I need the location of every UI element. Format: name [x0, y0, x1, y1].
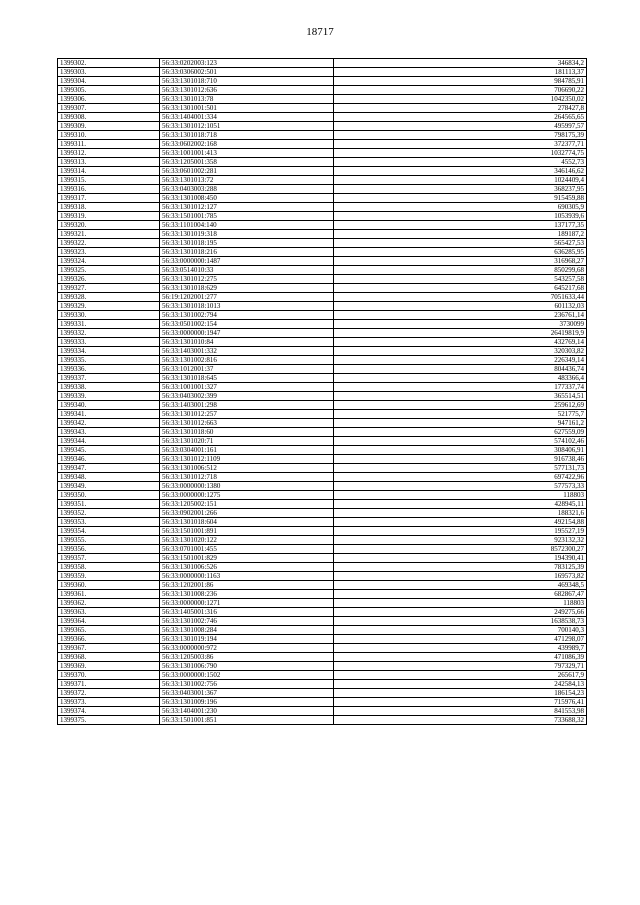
cadastral-number: 56:33:1301002:816 — [160, 356, 334, 365]
cadastral-value: 278427,8 — [334, 104, 587, 113]
row-number: 1399324. — [58, 257, 160, 266]
cadastral-value: 365514,51 — [334, 392, 587, 401]
cadastral-value: 577131,73 — [334, 464, 587, 473]
cadastral-value: 706690,22 — [334, 86, 587, 95]
table-row — [58, 365, 587, 374]
row-number: 1399360. — [58, 581, 160, 590]
row-number: 1399372. — [58, 689, 160, 698]
row-number: 1399332. — [58, 329, 160, 338]
table-row — [58, 149, 587, 158]
row-number: 1399311. — [58, 140, 160, 149]
cadastral-number: 56:33:0000000:1487 — [160, 257, 334, 266]
cadastral-value: 308406,91 — [334, 446, 587, 455]
cadastral-value: 189187,2 — [334, 230, 587, 239]
row-number: 1399336. — [58, 365, 160, 374]
cadastral-number: 56:33:1301006:512 — [160, 464, 334, 473]
table-row — [58, 194, 587, 203]
cadastral-value: 690305,9 — [334, 203, 587, 212]
cadastral-value: 372377,71 — [334, 140, 587, 149]
table-row — [58, 599, 587, 608]
table-row — [58, 635, 587, 644]
table-body — [58, 59, 587, 725]
row-number: 1399368. — [58, 653, 160, 662]
row-number: 1399340. — [58, 401, 160, 410]
cadastral-number: 56:33:1405001:316 — [160, 608, 334, 617]
cadastral-number: 56:33:0000000:972 — [160, 644, 334, 653]
cadastral-value: 368237,95 — [334, 185, 587, 194]
cadastral-value: 521775,7 — [334, 410, 587, 419]
row-number: 1399375. — [58, 716, 160, 725]
cadastral-number: 56:33:0000000:1947 — [160, 329, 334, 338]
table-row — [58, 545, 587, 554]
table-row — [58, 536, 587, 545]
cadastral-value: 1024409,4 — [334, 176, 587, 185]
row-number: 1399347. — [58, 464, 160, 473]
cadastral-value: 118803 — [334, 491, 587, 500]
cadastral-value: 543257,58 — [334, 275, 587, 284]
cadastral-number: 56:33:1301009:196 — [160, 698, 334, 707]
cadastral-number: 56:33:1301012:127 — [160, 203, 334, 212]
cadastral-number: 56:33:1301018:718 — [160, 131, 334, 140]
row-number: 1399320. — [58, 221, 160, 230]
cadastral-value: 636285,95 — [334, 248, 587, 257]
cadastral-number: 56:33:0602002:168 — [160, 140, 334, 149]
cadastral-number: 56:33:1301002:756 — [160, 680, 334, 689]
row-number: 1399302. — [58, 59, 160, 68]
table-row — [58, 140, 587, 149]
cadastral-value: 798175,39 — [334, 131, 587, 140]
cadastral-value: 226349,14 — [334, 356, 587, 365]
table-row — [58, 86, 587, 95]
table-row — [58, 680, 587, 689]
row-number: 1399315. — [58, 176, 160, 185]
cadastral-value: 1638538,73 — [334, 617, 587, 626]
cadastral-number: 56:33:1301002:746 — [160, 617, 334, 626]
row-number: 1399303. — [58, 68, 160, 77]
cadastral-value: 916738,46 — [334, 455, 587, 464]
table-row — [58, 374, 587, 383]
table-row — [58, 221, 587, 230]
cadastral-number: 56:33:1301012:718 — [160, 473, 334, 482]
table-row — [58, 158, 587, 167]
cadastral-number: 56:33:1301018:216 — [160, 248, 334, 257]
table-row — [58, 608, 587, 617]
row-number: 1399335. — [58, 356, 160, 365]
cadastral-value: 923132,32 — [334, 536, 587, 545]
table-row — [58, 338, 587, 347]
table-row — [58, 482, 587, 491]
row-number: 1399355. — [58, 536, 160, 545]
cadastral-number: 56:33:0306002:501 — [160, 68, 334, 77]
table-row — [58, 239, 587, 248]
row-number: 1399331. — [58, 320, 160, 329]
table-row — [58, 572, 587, 581]
cadastral-value: 195527,19 — [334, 527, 587, 536]
row-number: 1399330. — [58, 311, 160, 320]
cadastral-number: 56:33:0403002:399 — [160, 392, 334, 401]
cadastral-value: 469348,5 — [334, 581, 587, 590]
row-number: 1399309. — [58, 122, 160, 131]
row-number: 1399367. — [58, 644, 160, 653]
cadastral-number: 56:33:1001001:413 — [160, 149, 334, 158]
table-row — [58, 464, 587, 473]
cadastral-value: 259612,69 — [334, 401, 587, 410]
row-number: 1399358. — [58, 563, 160, 572]
cadastral-number: 56:33:1205003:86 — [160, 653, 334, 662]
cadastral-number: 56:33:1301019:194 — [160, 635, 334, 644]
row-number: 1399366. — [58, 635, 160, 644]
cadastral-value: 715976,41 — [334, 698, 587, 707]
table-row — [58, 284, 587, 293]
cadastral-number: 56:33:1301008:450 — [160, 194, 334, 203]
cadastral-number: 56:33:1301001:501 — [160, 104, 334, 113]
table-row — [58, 185, 587, 194]
table-row — [58, 104, 587, 113]
cadastral-number: 56:33:1301006:790 — [160, 662, 334, 671]
table-row — [58, 347, 587, 356]
cadastral-number: 56:33:1301010:84 — [160, 338, 334, 347]
table-row — [58, 176, 587, 185]
cadastral-value: 316968,27 — [334, 257, 587, 266]
cadastral-value: 186154,23 — [334, 689, 587, 698]
cadastral-number: 56:33:1205001:358 — [160, 158, 334, 167]
table-row — [58, 203, 587, 212]
table-row — [58, 473, 587, 482]
table-row — [58, 563, 587, 572]
row-number: 1399373. — [58, 698, 160, 707]
row-number: 1399308. — [58, 113, 160, 122]
row-number: 1399348. — [58, 473, 160, 482]
cadastral-number: 56:33:1301018:1013 — [160, 302, 334, 311]
table-row — [58, 500, 587, 509]
cadastral-number: 56:33:0000000:1502 — [160, 671, 334, 680]
row-number: 1399362. — [58, 599, 160, 608]
row-number: 1399356. — [58, 545, 160, 554]
cadastral-value: 249275,66 — [334, 608, 587, 617]
row-number: 1399353. — [58, 518, 160, 527]
table-row — [58, 95, 587, 104]
table-row — [58, 455, 587, 464]
cadastral-value: 137177,35 — [334, 221, 587, 230]
table-row — [58, 644, 587, 653]
row-number: 1399306. — [58, 95, 160, 104]
table-row — [58, 167, 587, 176]
cadastral-number: 56:33:1301002:794 — [160, 311, 334, 320]
page-number: 18717 — [306, 26, 334, 38]
cadastral-value: 471298,07 — [334, 635, 587, 644]
row-number: 1399325. — [58, 266, 160, 275]
cadastral-value: 495997,57 — [334, 122, 587, 131]
cadastral-number: 56:19:1202001:277 — [160, 293, 334, 302]
cadastral-number: 56:33:1301012:636 — [160, 86, 334, 95]
table-row — [58, 419, 587, 428]
cadastral-number: 56:33:1301012:1109 — [160, 455, 334, 464]
row-number: 1399310. — [58, 131, 160, 140]
table-row — [58, 617, 587, 626]
table-row — [58, 716, 587, 725]
cadastral-number: 56:33:1301013:72 — [160, 176, 334, 185]
cadastral-number: 56:33:1301008:236 — [160, 590, 334, 599]
row-number: 1399318. — [58, 203, 160, 212]
row-number: 1399327. — [58, 284, 160, 293]
cadastral-number: 56:33:1501001:891 — [160, 527, 334, 536]
table-row — [58, 257, 587, 266]
cadastral-value: 577573,33 — [334, 482, 587, 491]
table-row — [58, 356, 587, 365]
cadastral-value: 1053939,6 — [334, 212, 587, 221]
cadastral-number: 56:33:0403003:288 — [160, 185, 334, 194]
cadastral-value: 4552,73 — [334, 158, 587, 167]
row-number: 1399357. — [58, 554, 160, 563]
row-number: 1399321. — [58, 230, 160, 239]
cadastral-value: 194390,41 — [334, 554, 587, 563]
cadastral-value: 181113,37 — [334, 68, 587, 77]
cadastral-number: 56:33:1301018:710 — [160, 77, 334, 86]
cadastral-number: 56:33:1001001:327 — [160, 383, 334, 392]
cadastral-number: 56:33:1301012:275 — [160, 275, 334, 284]
cadastral-number: 56:33:1403001:298 — [160, 401, 334, 410]
cadastral-value: 645217,68 — [334, 284, 587, 293]
row-number: 1399365. — [58, 626, 160, 635]
row-number: 1399352. — [58, 509, 160, 518]
table-row — [58, 590, 587, 599]
cadastral-number: 56:33:0304001:161 — [160, 446, 334, 455]
row-number: 1399323. — [58, 248, 160, 257]
row-number: 1399322. — [58, 239, 160, 248]
cadastral-value: 697422,96 — [334, 473, 587, 482]
cadastral-number: 56:33:1403001:332 — [160, 347, 334, 356]
table-row — [58, 248, 587, 257]
table-row — [58, 626, 587, 635]
table-row — [58, 509, 587, 518]
table-row — [58, 212, 587, 221]
cadastral-value: 841553,98 — [334, 707, 587, 716]
cadastral-value: 471086,39 — [334, 653, 587, 662]
cadastral-value: 118803 — [334, 599, 587, 608]
cadastral-value: 265617,9 — [334, 671, 587, 680]
row-number: 1399364. — [58, 617, 160, 626]
cadastral-value: 428945,11 — [334, 500, 587, 509]
table-row — [58, 446, 587, 455]
cadastral-value: 8572300,27 — [334, 545, 587, 554]
cadastral-number: 56:33:1301012:1051 — [160, 122, 334, 131]
cadastral-value: 26419819,9 — [334, 329, 587, 338]
cadastral-value: 733688,32 — [334, 716, 587, 725]
cadastral-value: 601132,03 — [334, 302, 587, 311]
table-row — [58, 59, 587, 68]
table-row — [58, 698, 587, 707]
row-number: 1399305. — [58, 86, 160, 95]
cadastral-number: 56:33:1205002:151 — [160, 500, 334, 509]
cadastral-number: 56:33:1301018:629 — [160, 284, 334, 293]
table-row — [58, 707, 587, 716]
row-number: 1399345. — [58, 446, 160, 455]
table-row — [58, 230, 587, 239]
cadastral-number: 56:33:1301018:604 — [160, 518, 334, 527]
cadastral-number: 56:33:1301012:663 — [160, 419, 334, 428]
cadastral-number: 56:33:1301018:195 — [160, 239, 334, 248]
row-number: 1399351. — [58, 500, 160, 509]
table-row — [58, 518, 587, 527]
cadastral-value: 3730099 — [334, 320, 587, 329]
table-row — [58, 311, 587, 320]
cadastral-value: 346834,2 — [334, 59, 587, 68]
row-number: 1399370. — [58, 671, 160, 680]
cadastral-value: 947161,2 — [334, 419, 587, 428]
table-row — [58, 581, 587, 590]
cadastral-value: 574102,46 — [334, 437, 587, 446]
row-number: 1399313. — [58, 158, 160, 167]
cadastral-number: 56:33:1301008:284 — [160, 626, 334, 635]
cadastral-value: 700140,3 — [334, 626, 587, 635]
cadastral-number: 56:33:0514010:33 — [160, 266, 334, 275]
row-number: 1399326. — [58, 275, 160, 284]
table-row — [58, 689, 587, 698]
cadastral-number: 56:33:1501001:829 — [160, 554, 334, 563]
cadastral-value-table — [57, 58, 587, 725]
table-row — [58, 410, 587, 419]
row-number: 1399346. — [58, 455, 160, 464]
cadastral-number: 56:33:1501001:851 — [160, 716, 334, 725]
cadastral-number: 56:33:0202003:123 — [160, 59, 334, 68]
table-row — [58, 437, 587, 446]
cadastral-number: 56:33:1301018:60 — [160, 428, 334, 437]
row-number: 1399343. — [58, 428, 160, 437]
row-number: 1399339. — [58, 392, 160, 401]
table-row — [58, 302, 587, 311]
table-row — [58, 275, 587, 284]
table-row — [58, 383, 587, 392]
cadastral-value: 797329,71 — [334, 662, 587, 671]
cadastral-value: 188321,6 — [334, 509, 587, 518]
cadastral-number: 56:33:0000000:1380 — [160, 482, 334, 491]
table-row — [58, 329, 587, 338]
cadastral-number: 56:33:1202001:86 — [160, 581, 334, 590]
cadastral-value: 432769,14 — [334, 338, 587, 347]
cadastral-value: 1042350,02 — [334, 95, 587, 104]
cadastral-value: 7051633,44 — [334, 293, 587, 302]
table-row — [58, 491, 587, 500]
row-number: 1399316. — [58, 185, 160, 194]
cadastral-value: 483366,4 — [334, 374, 587, 383]
cadastral-number: 56:33:0902001:266 — [160, 509, 334, 518]
cadastral-number: 56:33:0501002:154 — [160, 320, 334, 329]
table-row — [58, 653, 587, 662]
cadastral-value: 850299,68 — [334, 266, 587, 275]
row-number: 1399350. — [58, 491, 160, 500]
cadastral-number: 56:33:0000000:1163 — [160, 572, 334, 581]
row-number: 1399354. — [58, 527, 160, 536]
row-number: 1399349. — [58, 482, 160, 491]
cadastral-value: 915459,88 — [334, 194, 587, 203]
cadastral-number: 56:33:1301020:71 — [160, 437, 334, 446]
cadastral-value: 169573,82 — [334, 572, 587, 581]
cadastral-number: 56:33:1404001:334 — [160, 113, 334, 122]
cadastral-number: 56:33:0000000:1271 — [160, 599, 334, 608]
table-row — [58, 428, 587, 437]
cadastral-value: 242584,13 — [334, 680, 587, 689]
cadastral-value: 1032774,75 — [334, 149, 587, 158]
table-row — [58, 77, 587, 86]
cadastral-number: 56:33:1012001:37 — [160, 365, 334, 374]
cadastral-number: 56:33:1301006:526 — [160, 563, 334, 572]
cadastral-value: 177337,74 — [334, 383, 587, 392]
row-number: 1399341. — [58, 410, 160, 419]
cadastral-number: 56:33:1404001:230 — [160, 707, 334, 716]
table-row — [58, 554, 587, 563]
cadastral-value: 565427,53 — [334, 239, 587, 248]
cadastral-number: 56:33:1101004:140 — [160, 221, 334, 230]
row-number: 1399312. — [58, 149, 160, 158]
row-number: 1399342. — [58, 419, 160, 428]
row-number: 1399333. — [58, 338, 160, 347]
row-number: 1399317. — [58, 194, 160, 203]
cadastral-value: 804436,74 — [334, 365, 587, 374]
cadastral-number: 56:33:1301019:318 — [160, 230, 334, 239]
row-number: 1399369. — [58, 662, 160, 671]
cadastral-number: 56:33:1301018:645 — [160, 374, 334, 383]
row-number: 1399361. — [58, 590, 160, 599]
cadastral-number: 56:33:0403001:367 — [160, 689, 334, 698]
table-row — [58, 68, 587, 77]
row-number: 1399304. — [58, 77, 160, 86]
table-row — [58, 113, 587, 122]
row-number: 1399337. — [58, 374, 160, 383]
cadastral-number: 56:33:1501001:785 — [160, 212, 334, 221]
table-row — [58, 392, 587, 401]
table-row — [58, 320, 587, 329]
row-number: 1399374. — [58, 707, 160, 716]
row-number: 1399371. — [58, 680, 160, 689]
cadastral-number: 56:33:1301020:122 — [160, 536, 334, 545]
row-number: 1399338. — [58, 383, 160, 392]
cadastral-number: 56:33:0601002:281 — [160, 167, 334, 176]
cadastral-value: 236761,14 — [334, 311, 587, 320]
table-row — [58, 122, 587, 131]
cadastral-value: 320303,82 — [334, 347, 587, 356]
table-row — [58, 401, 587, 410]
row-number: 1399359. — [58, 572, 160, 581]
row-number: 1399363. — [58, 608, 160, 617]
row-number: 1399334. — [58, 347, 160, 356]
row-number: 1399329. — [58, 302, 160, 311]
cadastral-value: 264565,65 — [334, 113, 587, 122]
table-row — [58, 131, 587, 140]
cadastral-value: 346146,62 — [334, 167, 587, 176]
table-row — [58, 293, 587, 302]
table-row — [58, 662, 587, 671]
cadastral-number: 56:33:1301013:78 — [160, 95, 334, 104]
table-row — [58, 266, 587, 275]
cadastral-number: 56:33:0000000:1275 — [160, 491, 334, 500]
cadastral-value: 627559,09 — [334, 428, 587, 437]
row-number: 1399319. — [58, 212, 160, 221]
row-number: 1399344. — [58, 437, 160, 446]
row-number: 1399314. — [58, 167, 160, 176]
cadastral-value: 492154,88 — [334, 518, 587, 527]
cadastral-value: 783125,39 — [334, 563, 587, 572]
cadastral-value: 682867,47 — [334, 590, 587, 599]
cadastral-number: 56:33:1301012:257 — [160, 410, 334, 419]
cadastral-value: 984785,91 — [334, 77, 587, 86]
row-number: 1399328. — [58, 293, 160, 302]
cadastral-number: 56:33:0701001:455 — [160, 545, 334, 554]
row-number: 1399307. — [58, 104, 160, 113]
table-row — [58, 527, 587, 536]
cadastral-value: 439989,7 — [334, 644, 587, 653]
table-row — [58, 671, 587, 680]
